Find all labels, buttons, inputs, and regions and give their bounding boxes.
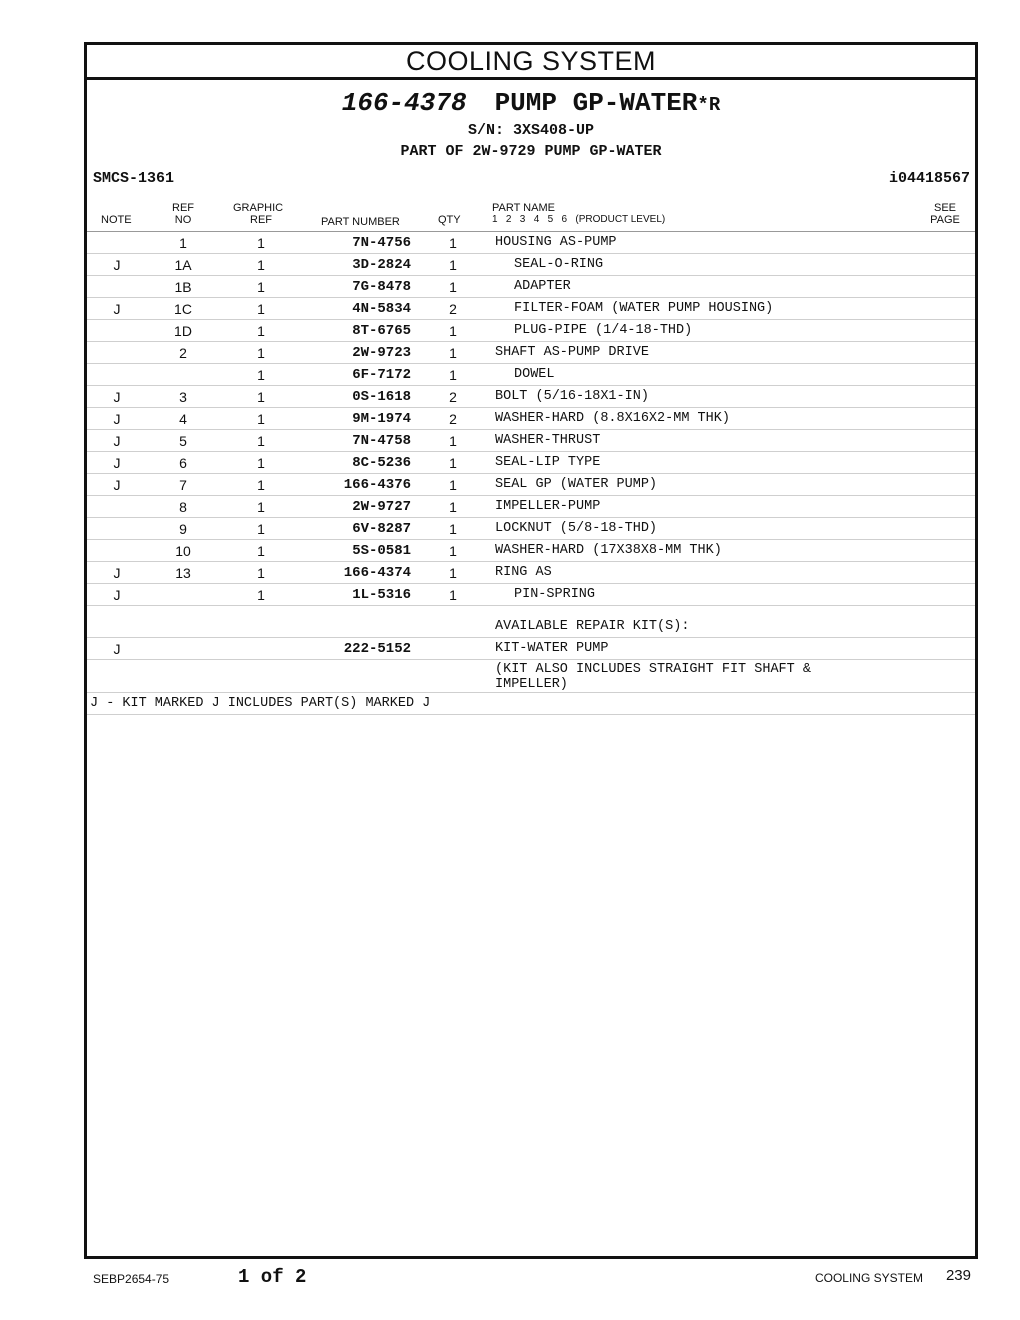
row-note: J <box>113 455 121 471</box>
table-row <box>87 562 975 584</box>
row-graphic-ref: 1 <box>257 499 265 515</box>
row-qty: 1 <box>449 345 457 361</box>
row-graphic-ref: 1 <box>257 587 265 603</box>
kit-note: J <box>113 641 121 657</box>
row-part-name: BOLT (5/16-18X1-IN) <box>495 389 649 404</box>
row-ref: 9 <box>179 521 187 537</box>
kit-footnote: J - KIT MARKED J INCLUDES PART(S) MARKED J <box>90 696 431 711</box>
table-row <box>87 496 975 518</box>
row-part-name: PLUG-PIPE (1/4-18-THD) <box>514 323 693 338</box>
row-graphic-ref: 1 <box>257 323 265 339</box>
row-part-number: 7N-4756 <box>352 235 411 251</box>
row-qty: 1 <box>449 433 457 449</box>
row-ref: 6 <box>179 455 187 471</box>
row-graphic-ref: 1 <box>257 367 265 383</box>
row-ref: 1 <box>179 235 187 251</box>
row-qty: 1 <box>449 565 457 581</box>
row-graphic-ref: 1 <box>257 521 265 537</box>
table-row <box>87 518 975 540</box>
repair-kits-heading-row <box>87 606 975 638</box>
row-part-name: SEAL GP (WATER PUMP) <box>495 477 658 492</box>
row-ref: 1C <box>174 301 192 317</box>
table-row <box>87 254 975 276</box>
row-part-name: SEAL-LIP TYPE <box>495 455 601 470</box>
row-ref: 10 <box>175 543 191 559</box>
row-part-name: WASHER-HARD (8.8X16X2-MM THK) <box>495 411 730 426</box>
kit-description-row <box>87 660 975 693</box>
section-title: COOLING SYSTEM <box>87 45 975 80</box>
row-part-name: FILTER-FOAM (WATER PUMP HOUSING) <box>514 301 774 316</box>
row-qty: 2 <box>449 301 457 317</box>
row-ref: 1D <box>174 323 192 339</box>
table-row <box>87 364 975 386</box>
row-graphic-ref: 1 <box>257 279 265 295</box>
row-graphic-ref: 1 <box>257 565 265 581</box>
row-part-number: 4N-5834 <box>352 301 411 317</box>
repair-kits-heading: AVAILABLE REPAIR KIT(S): <box>495 619 690 634</box>
row-part-name: LOCKNUT (5/8-18-THD) <box>495 521 658 536</box>
row-part-number: 5S-0581 <box>352 543 411 559</box>
col-product-level: 1 2 3 4 5 6 (PRODUCT LEVEL) <box>492 214 666 225</box>
row-graphic-ref: 1 <box>257 543 265 559</box>
col-see-bottom: PAGE <box>930 214 960 226</box>
row-note: J <box>113 257 121 273</box>
row-part-number: 166-4374 <box>343 565 411 581</box>
row-ref: 13 <box>175 565 191 581</box>
row-part-name: HOUSING AS-PUMP <box>495 235 617 250</box>
kit-description-line-1: (KIT ALSO INCLUDES STRAIGHT FIT SHAFT & <box>495 662 811 677</box>
row-ref: 7 <box>179 477 187 493</box>
row-qty: 1 <box>449 455 457 471</box>
col-ref-bottom: NO <box>174 214 192 226</box>
row-part-number: 7N-4758 <box>352 433 411 449</box>
column-header <box>87 200 975 232</box>
page-of-indicator: 1 of 2 <box>238 1266 307 1288</box>
row-qty: 1 <box>449 477 457 493</box>
col-part-name: PART NAME <box>492 202 555 214</box>
table-row <box>87 474 975 496</box>
col-graphic-top: GRAPHIC <box>233 202 284 214</box>
row-ref: 8 <box>179 499 187 515</box>
table-row <box>87 276 975 298</box>
table-row <box>87 408 975 430</box>
row-note: J <box>113 389 121 405</box>
row-qty: 1 <box>449 257 457 273</box>
group-part-number: 166-4378 <box>341 88 467 118</box>
col-part-number: PART NUMBER <box>321 216 400 228</box>
row-part-number: 6V-8287 <box>352 521 411 537</box>
row-part-name: SHAFT AS-PUMP DRIVE <box>495 345 649 360</box>
row-part-number: 9M-1974 <box>352 411 411 427</box>
part-header <box>87 80 975 200</box>
row-qty: 1 <box>449 323 457 339</box>
kit-row <box>87 638 975 660</box>
row-part-name: WASHER-HARD (17X38X8-MM THK) <box>495 543 722 558</box>
table-row <box>87 452 975 474</box>
row-part-number: 166-4376 <box>343 477 411 493</box>
row-graphic-ref: 1 <box>257 477 265 493</box>
footer-section-name: COOLING SYSTEM <box>814 1271 923 1285</box>
row-part-name: PIN-SPRING <box>514 587 596 602</box>
parts-table <box>87 232 975 715</box>
table-row <box>87 430 975 452</box>
row-graphic-ref: 1 <box>257 455 265 471</box>
kit-description-line-2: IMPELLER) <box>495 677 568 692</box>
row-ref: 5 <box>179 433 187 449</box>
row-ref: 1B <box>174 279 192 295</box>
row-part-number: 8T-6765 <box>352 323 411 339</box>
kit-part-number: 222-5152 <box>343 641 411 657</box>
row-ref: 1A <box>174 257 192 273</box>
row-qty: 1 <box>449 587 457 603</box>
part-title <box>87 88 975 118</box>
row-part-number: 0S-1618 <box>352 389 411 405</box>
row-qty: 2 <box>449 389 457 405</box>
row-qty: 1 <box>449 499 457 515</box>
group-part-suffix: *R <box>697 94 721 116</box>
row-note: J <box>113 587 121 603</box>
row-part-number: 2W-9723 <box>352 345 411 361</box>
row-graphic-ref: 1 <box>257 433 265 449</box>
table-row <box>87 584 975 606</box>
table-row <box>87 298 975 320</box>
row-note: J <box>113 301 121 317</box>
row-part-number: 1L-5316 <box>352 587 411 603</box>
row-ref: 4 <box>179 411 187 427</box>
row-part-number: 2W-9727 <box>352 499 411 515</box>
page-number: 239 <box>945 1267 971 1284</box>
row-qty: 2 <box>449 411 457 427</box>
footnote-row <box>87 693 975 715</box>
col-see-top: SEE <box>933 202 956 214</box>
illustration-id: i04418567 <box>888 170 970 187</box>
row-part-number: 6F-7172 <box>352 367 411 383</box>
parts-page-frame <box>84 42 978 1259</box>
table-row <box>87 540 975 562</box>
smcs-code: SMCS-1361 <box>93 170 175 187</box>
row-ref: 3 <box>179 389 187 405</box>
row-part-number: 8C-5236 <box>352 455 411 471</box>
row-note: J <box>113 477 121 493</box>
table-row <box>87 320 975 342</box>
row-graphic-ref: 1 <box>257 235 265 251</box>
row-part-number: 7G-8478 <box>352 279 411 295</box>
row-part-number: 3D-2824 <box>352 257 411 273</box>
row-qty: 1 <box>449 543 457 559</box>
col-graphic-bottom: REF <box>250 214 272 226</box>
group-part-name: PUMP GP-WATER <box>494 88 698 118</box>
row-graphic-ref: 1 <box>257 389 265 405</box>
col-ref-top: REF <box>172 202 194 214</box>
col-qty: QTY <box>438 214 461 226</box>
row-qty: 1 <box>449 521 457 537</box>
row-note: J <box>113 565 121 581</box>
part-of-line: PART OF 2W-9729 PUMP GP-WATER <box>400 143 662 160</box>
serial-number: S/N: 3XS408-UP <box>467 122 595 139</box>
row-part-name: RING AS <box>495 565 552 580</box>
table-row <box>87 386 975 408</box>
row-part-name: DOWEL <box>514 367 555 382</box>
document-id: SEBP2654-75 <box>93 1272 170 1286</box>
row-note: J <box>113 411 121 427</box>
row-graphic-ref: 1 <box>257 257 265 273</box>
col-note: NOTE <box>101 214 132 226</box>
row-part-name: WASHER-THRUST <box>495 433 601 448</box>
row-qty: 1 <box>449 367 457 383</box>
table-row <box>87 232 975 254</box>
table-row <box>87 342 975 364</box>
kit-part-name: KIT-WATER PUMP <box>495 641 609 656</box>
row-ref: 2 <box>179 345 187 361</box>
row-graphic-ref: 1 <box>257 411 265 427</box>
row-graphic-ref: 1 <box>257 301 265 317</box>
row-part-name: ADAPTER <box>514 279 571 294</box>
row-note: J <box>113 433 121 449</box>
row-graphic-ref: 1 <box>257 345 265 361</box>
row-qty: 1 <box>449 235 457 251</box>
row-part-name: IMPELLER-PUMP <box>495 499 601 514</box>
row-qty: 1 <box>449 279 457 295</box>
row-part-name: SEAL-O-RING <box>514 257 604 272</box>
